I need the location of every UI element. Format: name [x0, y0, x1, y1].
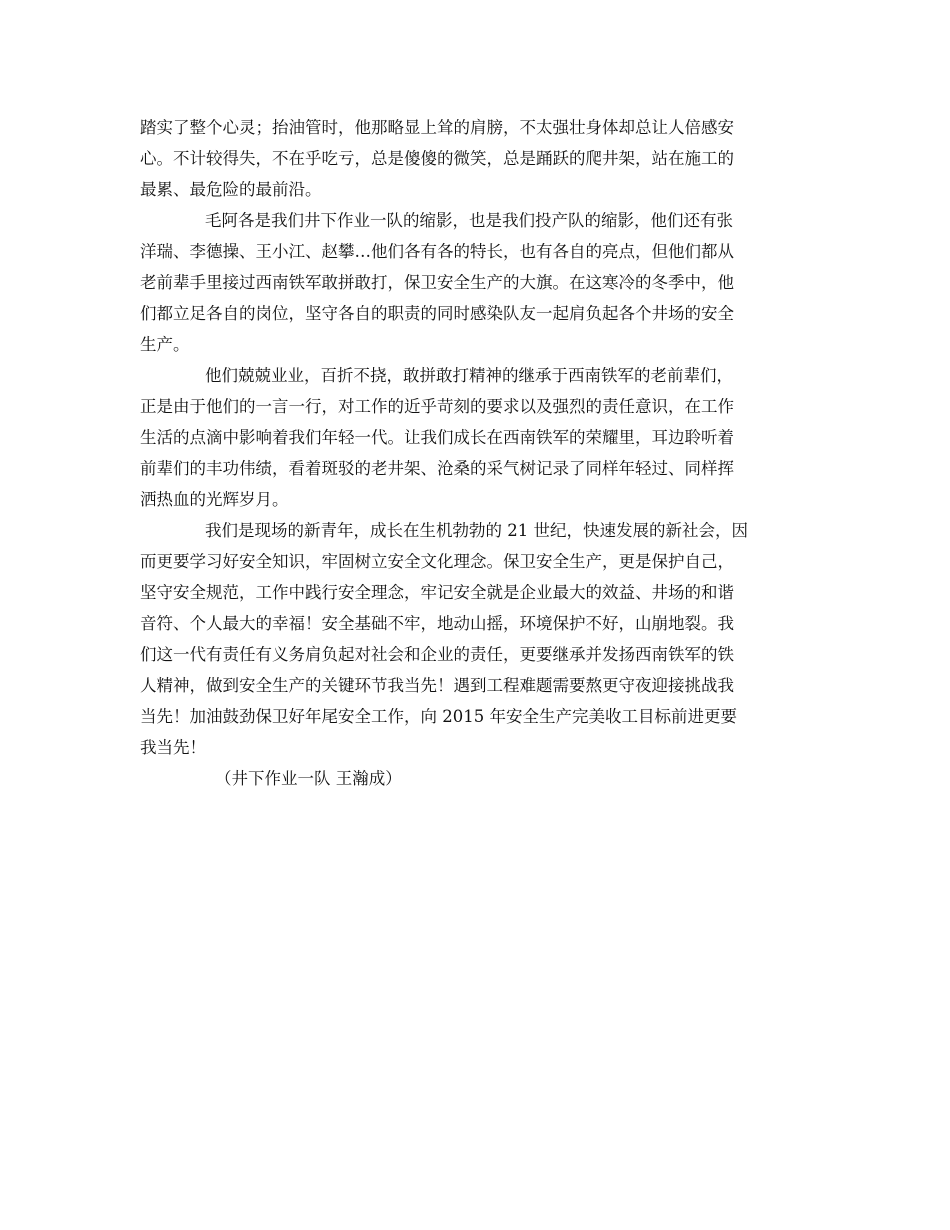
text-line: 们都立足各自的岗位，坚守各自的职责的同时感染队友一起肩负起各个井场的安全: [140, 304, 734, 323]
text-line: 们这一代有责任有义务肩负起对社会和企业的责任，更要继承并发扬西南铁军的铁: [140, 645, 734, 664]
text-line: 老前辈手里接过西南铁军敢拼敢打，保卫安全生产的大旗。在这寒冷的冬季中，他: [140, 273, 734, 292]
text-line: 坚守安全规范，工作中践行安全理念，牢记安全就是企业最大的效益、井场的和谐: [140, 583, 734, 602]
author-signature: （井下作业一队 王瀚成）: [215, 769, 402, 788]
text-line: 他们兢兢业业，百折不挠，敢拼敢打精神的继承于西南铁军的老前辈们，: [205, 366, 733, 385]
text-line: 我当先！: [140, 738, 206, 757]
text-line: 生产。: [140, 335, 190, 354]
text-line: 我们是现场的新青年，成长在生机勃勃的 21 世纪，快速发展的新社会，因: [205, 521, 748, 540]
text-line: 当先！加油鼓劲保卫好年尾安全工作，向 2015 年安全生产完美收工目标前进更要: [140, 707, 737, 726]
text-line: 而更要学习好安全知识，牢固树立安全文化理念。保卫安全生产，更是保护自己，: [140, 552, 734, 571]
text-line: 音符、个人最大的幸福！安全基础不牢，地动山摇，环境保护不好，山崩地裂。我: [140, 614, 734, 633]
text-line: 生活的点滴中影响着我们年轻一代。让我们成长在西南铁军的荣耀里，耳边聆听着: [140, 428, 734, 447]
text-line: 前辈们的丰功伟绩，看着斑驳的老井架、沧桑的采气树记录了同样年轻过、同样挥: [140, 459, 734, 478]
text-line: 踏实了整个心灵；抬油管时，他那略显上耸的肩膀，不太强壮身体却总让人倍感安: [140, 118, 734, 137]
paragraph: [140, 205, 812, 360]
paragraph: [140, 360, 812, 515]
text-line: 心。不计较得失，不在乎吃亏，总是傻傻的微笑，总是踊跃的爬井架，站在施工的: [140, 149, 734, 168]
document-page: [140, 112, 812, 794]
text-line: 洋瑞、李德操、王小江、赵攀…他们各有各的特长，也有各自的亮点，但他们都从: [140, 242, 734, 261]
paragraph: [140, 112, 812, 205]
text-line: 最累、最危险的最前沿。: [140, 180, 322, 199]
text-line: 人精神，做到安全生产的关键环节我当先！遇到工程难题需要熬更守夜迎接挑战我: [140, 676, 734, 695]
text-line: 毛阿各是我们井下作业一队的缩影，也是我们投产队的缩影，他们还有张: [205, 211, 733, 230]
text-line: 洒热血的光辉岁月。: [140, 490, 289, 509]
text-line: 正是由于他们的一言一行，对工作的近乎苛刻的要求以及强烈的责任意识，在工作: [140, 397, 734, 416]
paragraph: [140, 515, 812, 763]
